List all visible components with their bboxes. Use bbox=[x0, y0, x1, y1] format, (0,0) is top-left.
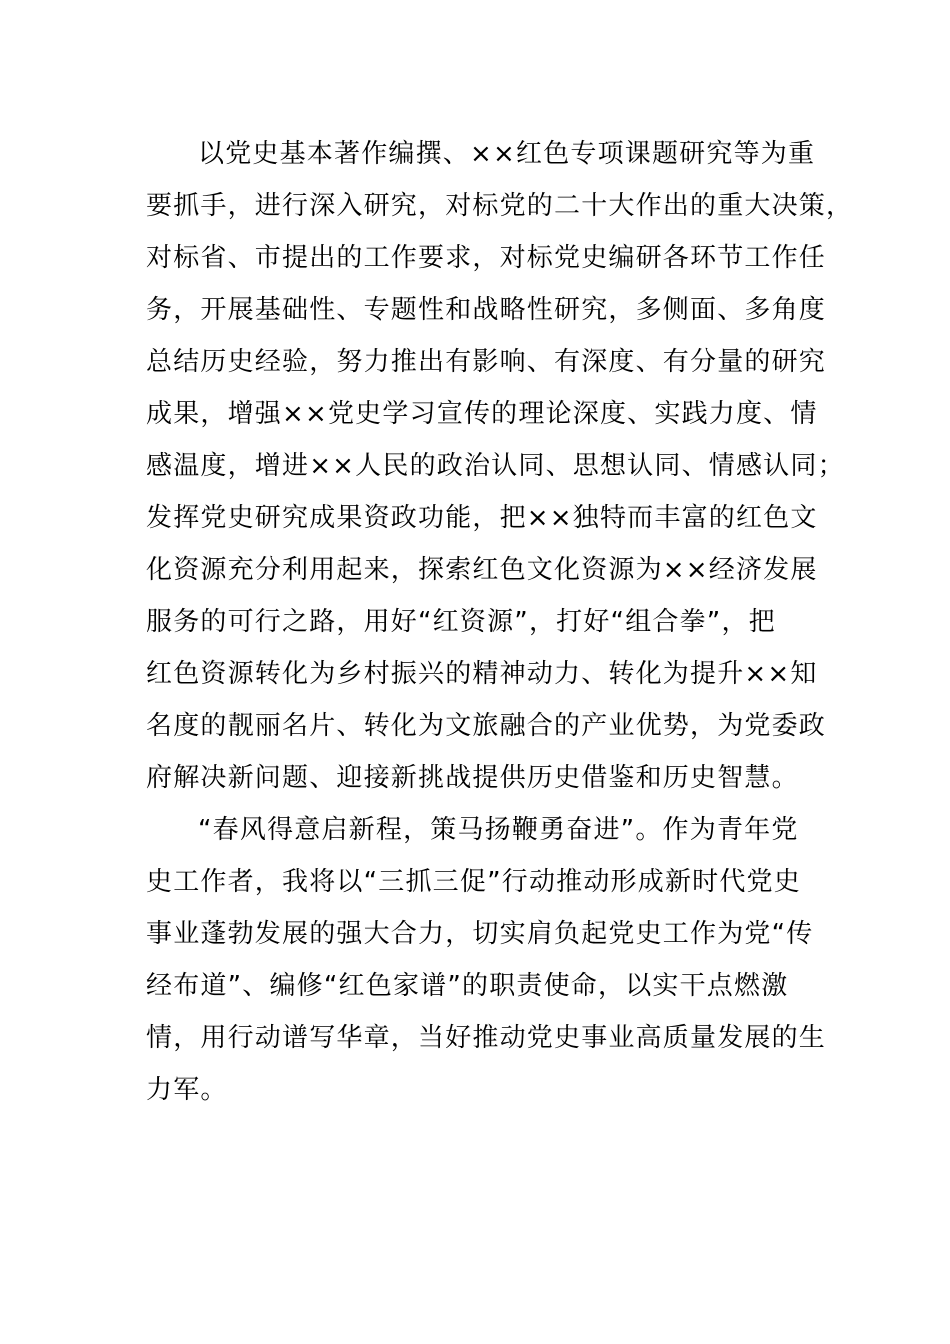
paragraph-1-line-11: 红色资源转化为乡村振兴的精神动力、转化为提升××知 bbox=[146, 659, 818, 689]
paragraph-1-line-10: 服务的可行之路，用好“红资源”，打好“组合拳”，把 bbox=[146, 607, 776, 637]
body-text bbox=[146, 128, 854, 1116]
paragraph-2-line-6: 力军。 bbox=[146, 1075, 228, 1105]
paragraph-1-line-8: 发挥党史研究成果资政功能，把××独特而丰富的红色文 bbox=[146, 503, 818, 533]
paragraph-1-line-13: 府解决新问题、迎接新挑战提供历史借鉴和历史智慧。 bbox=[146, 763, 799, 793]
paragraph-2-line-5: 情，用行动谱写华章，当好推动党史事业高质量发展的生 bbox=[146, 1023, 827, 1053]
paragraph-1-line-3: 对标省、市提出的工作要求，对标党史编研各环节工作任 bbox=[146, 243, 827, 273]
paragraph-1-line-7: 感温度，增进××人民的政治认同、思想认同、情感认同； bbox=[146, 451, 845, 481]
paragraph-1-line-9: 化资源充分利用起来，探索红色文化资源为××经济发展 bbox=[146, 555, 818, 585]
paragraph-1-line-4: 务，开展基础性、专题性和战略性研究，多侧面、多角度 bbox=[146, 295, 827, 325]
paragraph-2-line-1: “春风得意启新程，策马扬鞭勇奋进”。作为青年党 bbox=[198, 815, 799, 845]
paragraph-1-line-12: 名度的靓丽名片、转化为文旅融合的产业优势，为党委政 bbox=[146, 711, 827, 741]
paragraph-1-line-2: 要抓手，进行深入研究，对标党的二十大作出的重大决策， bbox=[146, 191, 854, 221]
paragraph-1-line-6: 成果，增强××党史学习宣传的理论深度、实践力度、情 bbox=[146, 399, 818, 429]
paragraph-2-line-3: 事业蓬勃发展的强大合力，切实肩负起党史工作为党“传 bbox=[146, 919, 814, 949]
paragraph-1-line-5: 总结历史经验，努力推出有影响、有深度、有分量的研究 bbox=[146, 347, 827, 377]
paragraph-2-line-2: 史工作者，我将以“三抓三促”行动推动形成新时代党史 bbox=[146, 867, 801, 897]
paragraph-2-line-4: 经布道”、编修“红色家谱”的职责使命，以实干点燃激 bbox=[146, 971, 789, 1001]
paragraph-1-line-1: 以党史基本著作编撰、××红色专项课题研究等为重 bbox=[198, 139, 816, 169]
